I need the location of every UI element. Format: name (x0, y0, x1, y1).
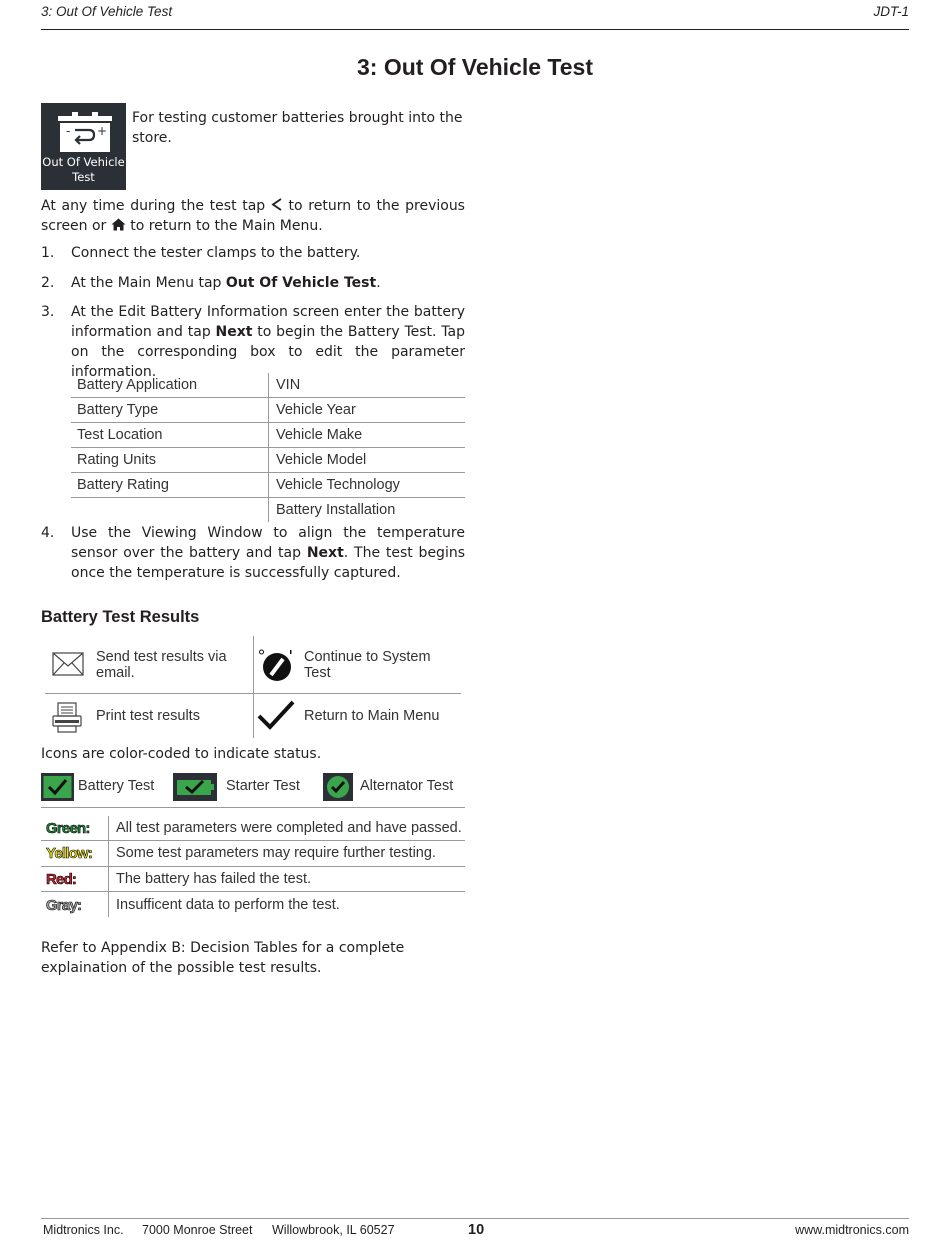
step-4 (71, 523, 465, 583)
home-icon (111, 218, 126, 231)
step-number: 4. (41, 525, 55, 541)
table-row (71, 423, 465, 448)
print-text: Print test results (96, 708, 200, 724)
page-title: 3: Out Of Vehicle Test (356, 54, 594, 80)
battery-swap-icon (41, 103, 126, 155)
alternator-test-icon (323, 773, 353, 801)
step-3 (71, 302, 465, 382)
table-cell: Vehicle Year (269, 398, 466, 423)
status-label-green: Green: (46, 820, 90, 837)
out-of-vehicle-test-tile (41, 103, 126, 190)
header-chapter: 3: Out Of Vehicle Test (41, 4, 173, 19)
checkmark-icon (257, 699, 295, 731)
step-3-pre: At the Edit Battery Information screen enter the battery information and tap (71, 304, 465, 340)
table-row (71, 373, 465, 398)
status-desc-red: The battery has failed the test. (116, 871, 312, 887)
nav-note-part2: to return to the previous screen or (41, 198, 465, 234)
status-row-rule (41, 840, 465, 841)
status-desc-gray: Insufficent data to perform the test. (116, 897, 340, 913)
status-desc-yellow: Some test parameters may require further testing. (116, 845, 436, 861)
table-cell: Battery Application (71, 373, 269, 398)
step-number: 3. (41, 304, 55, 320)
continue-system-test-icon (258, 648, 294, 684)
table-cell: Battery Type (71, 398, 269, 423)
header-rule (41, 29, 909, 30)
email-icon (52, 652, 84, 676)
status-label-yellow: Yellow: (46, 845, 93, 862)
table-cell: Test Location (71, 423, 269, 448)
step-2-pre: At the Main Menu tap (71, 275, 226, 291)
step-4-bold: Next (306, 545, 344, 561)
nav-note-part3: to return to the Main Menu. (130, 218, 323, 234)
legend-battery-label: Battery Test (78, 778, 155, 794)
step-3-bold: Next (215, 324, 253, 340)
table-cell: VIN (269, 373, 466, 398)
status-desc-green: All test parameters were completed and have passed. (116, 820, 462, 836)
grid-divider (253, 636, 254, 738)
table-cell (71, 498, 269, 523)
nav-note (41, 196, 465, 236)
send-email-text: Send test results via email. (96, 649, 227, 681)
intro-text: For testing customer batteries brought into the store. (132, 110, 463, 146)
appendix-reference: Refer to Appendix B: Decision Tables for a complete explaination of the possible test results. (41, 940, 405, 976)
step-2-bold: Out Of Vehicle Test (225, 275, 377, 291)
tile-label-line2: Test (72, 170, 95, 184)
status-label-gray: Gray: (46, 897, 82, 914)
table-row (71, 448, 465, 473)
svg-text:-: - (66, 124, 71, 138)
step-3-post: to begin the Battery Test. Tap on the corresponding box to edit the parameter information. (71, 324, 465, 380)
page-number: 10 (468, 1222, 485, 1238)
continue-system-text: Continue to System Test (304, 649, 431, 681)
section-heading-results: Battery Test Results (41, 608, 200, 626)
status-row-rule (41, 891, 465, 892)
color-note: Icons are color-coded to indicate status. (41, 746, 322, 762)
table-cell: Vehicle Model (269, 448, 466, 473)
status-row-rule (41, 866, 465, 867)
table-cell: Rating Units (71, 448, 269, 473)
header-model: JDT-1 (873, 4, 909, 19)
status-label-red: Red: (46, 871, 77, 888)
table-row (71, 498, 465, 523)
status-table-rule (41, 807, 465, 808)
nav-note-part1: At any time during the test tap (41, 198, 266, 214)
starter-test-icon (173, 773, 217, 801)
tile-label-line1: Out Of Vehicle (42, 155, 125, 169)
table-cell: Vehicle Technology (269, 473, 466, 498)
results-icon-grid (45, 636, 461, 738)
step-4-pre: Use the Viewing Window to align the temperature sensor over the battery and tap (71, 525, 465, 561)
return-main-text: Return to Main Menu (304, 708, 440, 724)
table-cell: Vehicle Make (269, 423, 466, 448)
step-4-post: . The test begins once the temperature is successfully captured. (71, 545, 466, 581)
table-cell: Battery Rating (71, 473, 269, 498)
battery-info-table (71, 373, 465, 522)
step-2-post: . (376, 275, 381, 291)
footer-street: 7000 Monroe Street (142, 1223, 253, 1237)
svg-text:+: + (97, 124, 108, 138)
step-1: Connect the tester clamps to the battery. (71, 245, 361, 261)
grid-divider (45, 693, 461, 694)
step-number: 1. (41, 245, 55, 261)
legend-starter-label: Starter Test (226, 778, 300, 794)
step-2 (71, 273, 465, 293)
table-row (71, 398, 465, 423)
back-chevron-icon (271, 198, 283, 211)
footer-city: Willowbrook, IL 60527 (272, 1223, 395, 1237)
battery-test-icon (41, 773, 74, 801)
legend-alternator-label: Alternator Test (360, 778, 454, 794)
printer-icon (52, 702, 82, 734)
step-number: 2. (41, 275, 55, 291)
footer-company: Midtronics Inc. (43, 1223, 124, 1237)
footer-rule (41, 1218, 909, 1219)
footer-url: www.midtronics.com (795, 1223, 909, 1237)
table-cell: Battery Installation (269, 498, 466, 523)
table-row (71, 473, 465, 498)
